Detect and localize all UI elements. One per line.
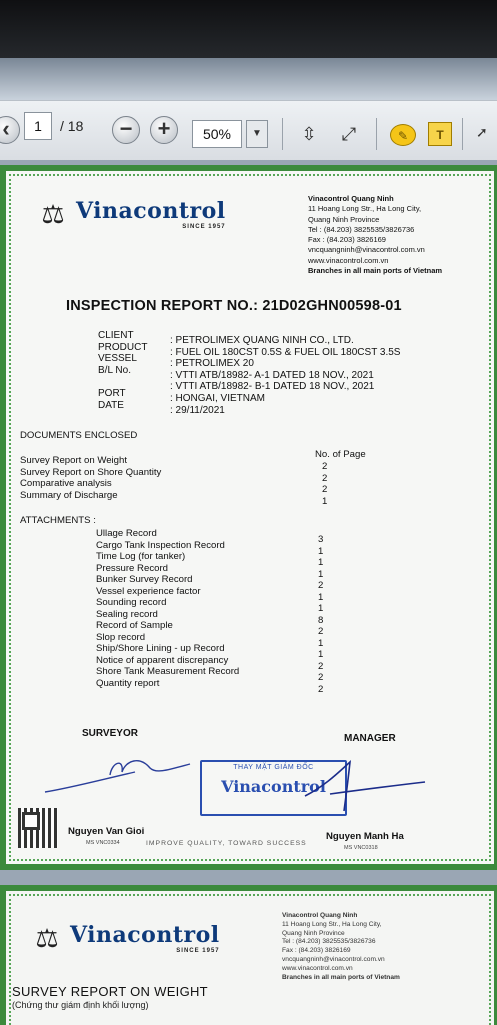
monitor-bezel bbox=[0, 0, 497, 58]
address-line: 11 Hoang Long Str., Ha Long City, bbox=[308, 204, 422, 214]
client-value: : PETROLIMEX QUANG NINH CO., LTD. bbox=[170, 335, 354, 346]
logo-since: SINCE 1957 bbox=[176, 948, 220, 954]
window-title-area bbox=[0, 58, 497, 100]
vessel-value: : PETROLIMEX 20 bbox=[170, 358, 254, 370]
list-item: Sounding record bbox=[96, 597, 167, 608]
bl-value: : VTTI ATB/18982- A-1 DATED 18 NOV., 2021 bbox=[170, 369, 374, 381]
bl-label: B/L No. bbox=[98, 364, 131, 376]
address-tel: Tel : (84.203) 3825535/3826736 bbox=[282, 938, 376, 946]
field-labels bbox=[98, 330, 173, 411]
documents-list bbox=[20, 455, 220, 501]
page-count: 1 bbox=[318, 637, 324, 649]
stamp-top-text: THAY MẶT GIÁM ĐỐC bbox=[233, 764, 314, 771]
list-item: Ullage Record bbox=[96, 528, 157, 539]
manager-signature bbox=[300, 756, 430, 816]
surveyor-signature bbox=[40, 750, 200, 800]
surveyor-ms: MS VNC0334 bbox=[86, 840, 120, 846]
vessel-label: VESSEL bbox=[98, 353, 137, 365]
zoom-level-input[interactable]: 50% bbox=[192, 120, 242, 148]
attachments-heading: ATTACHMENTS : bbox=[20, 515, 96, 526]
address-line: Quang Ninh Province bbox=[308, 214, 380, 224]
list-item: Bunker Survey Record bbox=[96, 574, 193, 585]
report-title: INSPECTION REPORT NO.: 21D02GHN00598-01 bbox=[66, 298, 402, 314]
address-name: Vinacontrol Quang Ninh bbox=[308, 194, 394, 203]
list-item: Quantity report bbox=[96, 677, 160, 689]
list-item: Vessel experience factor bbox=[96, 585, 201, 597]
attachments-pages bbox=[318, 534, 338, 695]
qr-code bbox=[18, 808, 58, 848]
address-web: www.vinacontrol.com.vn bbox=[308, 255, 389, 265]
page-count: 2 bbox=[318, 626, 324, 637]
list-item: Time Log (for tanker) bbox=[96, 551, 186, 562]
page-count: 1 bbox=[318, 545, 324, 557]
comment-icon[interactable]: ✎ bbox=[390, 124, 416, 146]
manager-ms: MS VNC0318 bbox=[344, 845, 378, 851]
list-item: Pressure Record bbox=[96, 562, 168, 574]
zoom-out-button[interactable]: − bbox=[112, 116, 140, 144]
page-count: 8 bbox=[318, 614, 324, 626]
previous-page-button[interactable]: ‹ bbox=[0, 116, 20, 144]
page-count: 3 bbox=[318, 534, 324, 545]
address-branches: Branches in all main ports of Vietnam bbox=[308, 266, 443, 276]
list-item: Shore Tank Measurement Record bbox=[96, 666, 240, 677]
survey-subtitle: (Chứng thư giám định khối lượng) bbox=[12, 1000, 149, 1010]
company-motto: IMPROVE QUALITY, TOWARD SUCCESS bbox=[146, 840, 307, 847]
logo-text: Vinacontrol bbox=[76, 198, 226, 224]
list-item: Sealing record bbox=[96, 608, 158, 620]
product-label: PRODUCT bbox=[98, 341, 148, 353]
address-fax: Fax : (84.203) 3826169 bbox=[282, 947, 351, 955]
port-value: : HONGAI, VIETNAM bbox=[170, 392, 266, 404]
chevron-down-icon[interactable]: ▼ bbox=[246, 120, 268, 148]
documents-heading: DOCUMENTS ENCLOSED bbox=[20, 430, 138, 441]
toolbar-divider bbox=[282, 118, 283, 150]
list-item: Survey Report on Weight bbox=[20, 455, 128, 466]
vinacontrol-logo bbox=[36, 198, 226, 230]
surveyor-name: Nguyen Van Gioi bbox=[68, 826, 145, 837]
bl-value: : VTTI ATB/18982- B-1 DATED 18 NOV., 2021 bbox=[170, 381, 375, 393]
fit-width-icon[interactable]: ⇳ bbox=[301, 124, 317, 144]
client-label: CLIENT bbox=[98, 330, 134, 341]
page-count: 2 bbox=[318, 672, 324, 683]
page-count: 1 bbox=[318, 591, 324, 603]
page-count: 1 bbox=[318, 557, 324, 568]
address-web: www.vinacontrol.com.vn bbox=[282, 964, 353, 972]
list-item: Notice of apparent discrepancy bbox=[96, 654, 229, 666]
logo-text: Vinacontrol bbox=[70, 922, 220, 948]
manager-name: Nguyen Manh Ha bbox=[326, 831, 404, 842]
port-label: PORT bbox=[98, 387, 126, 399]
sign-icon[interactable]: T bbox=[428, 122, 452, 146]
date-value: : 29/11/2021 bbox=[170, 404, 225, 416]
page-count: 2 bbox=[318, 660, 324, 672]
page-count: 2 bbox=[318, 580, 324, 591]
list-item: Cargo Tank Inspection Record bbox=[96, 539, 225, 551]
date-label: DATE bbox=[98, 399, 124, 411]
address-fax: Fax : (84.203) 3826169 bbox=[308, 235, 386, 245]
survey-title: SURVEY REPORT ON WEIGHT bbox=[12, 984, 208, 999]
address-line: Quang Ninh Province bbox=[282, 929, 345, 937]
address-email: vncquangninh@vinacontrol.com.vn bbox=[308, 245, 425, 255]
address-tel: Tel : (84.203) 3825535/3826736 bbox=[308, 224, 415, 234]
address-branches: Branches in all main ports of Vietnam bbox=[282, 973, 400, 981]
list-item: Comparative analysis bbox=[20, 478, 112, 489]
page-count: 1 bbox=[318, 568, 324, 580]
page-total-label: / 18 bbox=[60, 118, 84, 134]
documents-pages bbox=[322, 461, 342, 507]
stamp-name: Vinacontrol bbox=[221, 777, 326, 796]
list-item: Record of Sample bbox=[96, 620, 173, 631]
address-name: Vinacontrol Quang Ninh bbox=[282, 912, 358, 919]
page-count: 1 bbox=[318, 649, 324, 660]
toolbar-divider bbox=[462, 118, 463, 150]
list-item: Survey Report on Shore Quantity bbox=[20, 466, 162, 478]
logo-since: SINCE 1957 bbox=[182, 224, 226, 230]
page-count: 1 bbox=[322, 495, 328, 507]
company-address bbox=[308, 194, 488, 276]
list-item: Summary of Discharge bbox=[20, 489, 118, 501]
manager-label: MANAGER bbox=[344, 733, 396, 744]
page-count: 1 bbox=[318, 603, 324, 614]
list-item: Ship/Shore Lining - up Record bbox=[96, 643, 225, 654]
vinacontrol-logo bbox=[30, 922, 220, 954]
page-number-input[interactable]: 1 bbox=[24, 112, 52, 140]
list-item: Slop record bbox=[96, 631, 146, 643]
zoom-in-button[interactable]: + bbox=[150, 116, 178, 144]
fit-page-icon[interactable]: ⤢ bbox=[341, 124, 357, 144]
page-count: 2 bbox=[318, 683, 324, 695]
surveyor-label: SURVEYOR bbox=[82, 728, 138, 739]
field-values bbox=[170, 335, 470, 416]
no-of-page-header: No. of Page bbox=[315, 449, 366, 460]
company-address bbox=[282, 912, 472, 982]
page-count: 2 bbox=[322, 484, 328, 495]
page-count: 2 bbox=[322, 472, 328, 484]
toolbar-divider bbox=[376, 118, 377, 150]
scales-icon: ⚖ bbox=[35, 923, 59, 953]
address-email: vncquangninh@vinacontrol.com.vn bbox=[282, 955, 385, 963]
scales-icon: ⚖ bbox=[41, 199, 65, 229]
address-line: 11 Hoang Long Str., Ha Long City, bbox=[282, 920, 382, 928]
product-value: : FUEL OIL 180CST 0.5S & FUEL OIL 180CST 3.5S bbox=[170, 346, 401, 358]
more-tools-icon[interactable]: ➚ bbox=[476, 124, 488, 140]
attachments-list bbox=[96, 528, 296, 689]
page-count: 2 bbox=[322, 461, 328, 472]
